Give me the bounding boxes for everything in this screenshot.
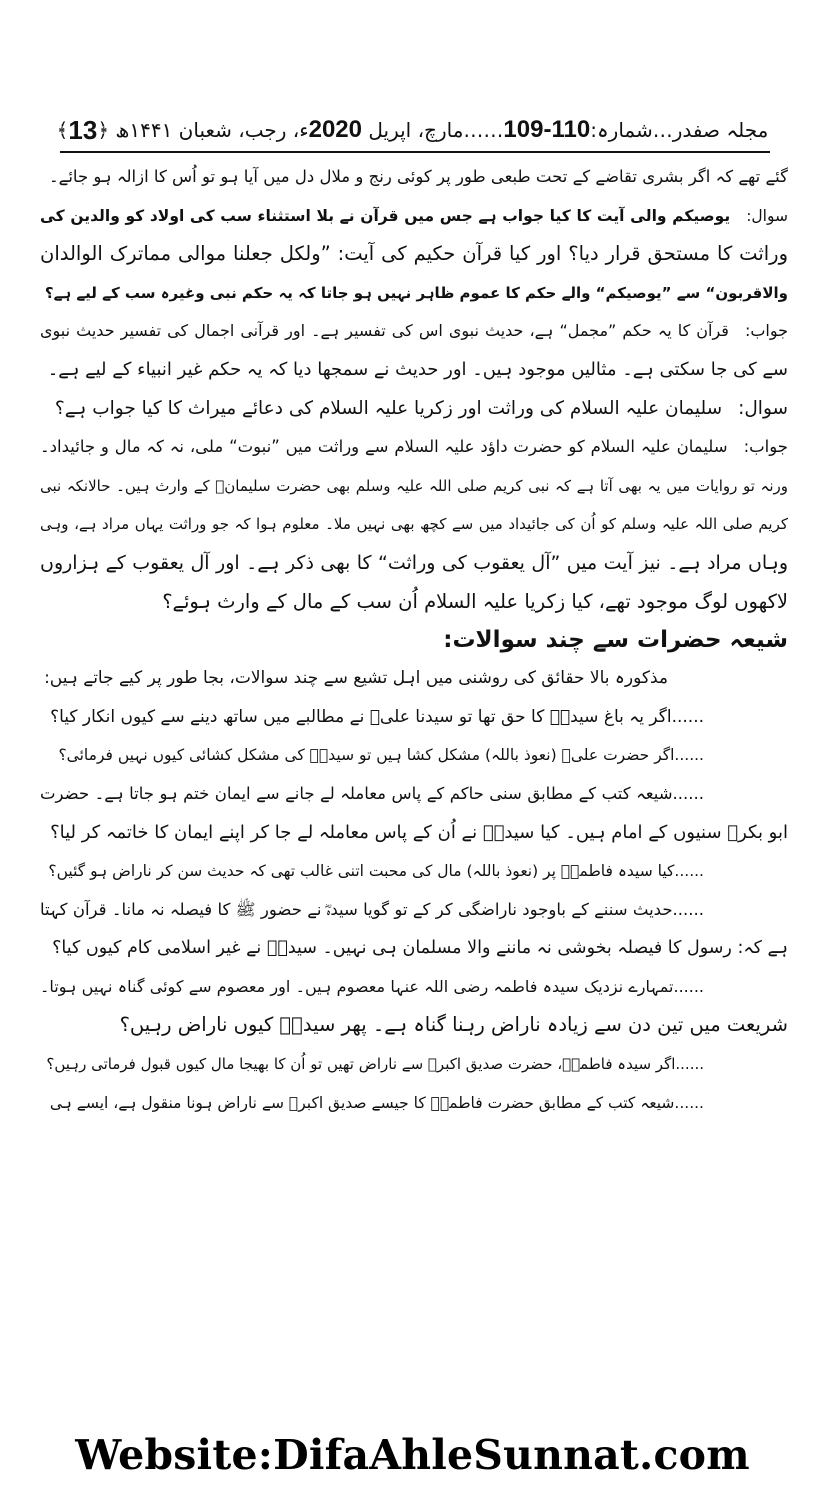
answer-2-line-5: لاکھوں لوگ موجود تھے، کیا زکریا علیہ السلام اُن سب کے مال کے وارث ہوئے؟ bbox=[162, 589, 788, 613]
issue-number: 109-110 bbox=[503, 116, 591, 143]
issue-label: شمارہ bbox=[596, 118, 653, 142]
point-6-line-2: شریعت میں تین دن سے زیادہ ناراض رہنا گناہ ہے۔ پھر سیدہؓ کیوں ناراض رہیں؟ bbox=[119, 1013, 788, 1037]
website-footer: Website:DifaAhleSunnat.com bbox=[75, 1431, 750, 1479]
answer-2-line-3: کریم صلی اللہ علیہ وسلم کو اُن کی جائیداد میں سے کچھ بھی نہیں ملا۔ معلوم ہوا کہ جو وراثت یہاں مراد ہے، وہی bbox=[40, 515, 788, 534]
point-8: ......شیعہ کتب کے مطابق حضرت فاطمہؓ کا جیسے صدیق اکبرؓ سے ناراض ہونا منقول ہے، ایسے ہی bbox=[49, 1093, 704, 1112]
point-6-line-1: ......تمہارے نزدیک سیدہ فاطمہ رضی اللہ عنہا معصوم ہیں۔ اور معصوم سے کوئی گناہ نہیں ہوتا۔ bbox=[40, 976, 704, 996]
paragraph-intro: گئے تھے کہ اگر بشری تقاضے کے تحت طبعی طور پر کوئی رنج و ملال دل میں آیا ہو تو اُس کا ازالہ ہو جائے۔ bbox=[49, 167, 788, 186]
answer-2-line-1: جواب:سلیمان علیہ السلام کو حضرت داؤد علیہ السلام سے وراثت میں ”نبوت“ ملی، نہ کہ مال و جائیداد۔ bbox=[40, 437, 788, 457]
article-body bbox=[40, 158, 788, 1122]
question-label: سوال: bbox=[746, 206, 788, 225]
section-title: شیعہ حضرات سے چند سوالات: bbox=[443, 627, 788, 654]
point-4: ......کیا سیدہ فاطمہؓ پر (نعوذ باللہ) مال کی محبت اتنی غالب تھی کہ حدیث سن کر ناراض ہو گئیں؟ bbox=[48, 862, 704, 881]
point-3-line-2: ابو بکرؓ سنیوں کے امام ہیں۔ کیا سیدہؓ نے اُن کے پاس معاملہ لے جا کر اپنے ایمان کا خاتمہ کر لیا؟ bbox=[50, 821, 788, 843]
point-2: ......اگر حضرت علیؓ (نعوذ باللہ) مشکل کشا ہیں تو سیدہؓ کی مشکل کشائی کیوں نہیں فرمائی؟ bbox=[58, 746, 704, 765]
months: مارچ، اپریل bbox=[368, 118, 464, 142]
point-5-line-2: ہے کہ: رسول کا فیصلہ بخوشی نہ ماننے والا مسلمان ہی نہیں۔ سیدہؓ نے غیر اسلامی کام کیوں کیا؟ bbox=[52, 938, 788, 959]
point-5-line-1: ......حدیث سننے کے باوجود ناراضگی کر کے تو گویا سیدہؓ نے حضور ﷺ کا فیصلہ نہ مانا۔ قرآن کہتا bbox=[40, 899, 704, 919]
question-1-line-3: والاقربون“ سے ”یوصیکم“ والے حکم کا عموم ظاہر نہیں ہو جاتا کہ یہ حکم نبی وغیرہ سب کے لیے ہے؟ bbox=[44, 283, 788, 302]
header-rule bbox=[60, 151, 770, 153]
page-number: 13 bbox=[68, 114, 98, 145]
question-1-line-1: سوال:یوصیکم والی آیت کا کیا جواب ہے جس میں قرآن نے بلا استثناء سب کی اولاد کو والدین کی bbox=[40, 206, 788, 225]
answer-2-line-4: وہاں مراد ہے۔ نیز آیت میں ”آل یعقوب کی وراثت“ کا بھی ذکر ہے۔ اور آل یعقوب کے ہزاروں bbox=[40, 551, 788, 574]
year: 2020 bbox=[308, 116, 362, 143]
question-1-line-2: وراثت کا مستحق قرار دیا؟ اور کیا قرآن حکیم کی آیت: ”ولکل جعلنا موالی مماترک الوالدان bbox=[40, 242, 788, 266]
hijri-date: رجب، شعبان ۱۴۴۱ھ bbox=[115, 118, 287, 142]
answer-label: جواب: bbox=[744, 321, 788, 341]
answer-1-line-2: سے کی جا سکتی ہے۔ مثالیں موجود ہیں۔ اور حدیث نے سمجھا دیا کہ یہ حکم غیر انبیاء کے لیے ہے۔ bbox=[47, 358, 788, 380]
answer-1-line-1: جواب:قرآن کا یہ حکم ”مجمل“ ہے، حدیث نبوی اس کی تفسیر ہے۔ اور قرآنی اجمال کی تفسیر حدیث نبوی bbox=[40, 321, 788, 341]
point-7: ......اگر سیدہ فاطمہؓ، حضرت صدیق اکبرؓ سے ناراض تھیں تو اُن کا بھیجا مال کیوں قبول فرماتی رہیں؟ bbox=[46, 1055, 704, 1074]
answer-2-line-2: ورنہ تو روایات میں یہ بھی آتا ہے کہ نبی کریم صلی اللہ علیہ وسلم بھی حضرت سلیمانؑ کے وارث ہیں۔ حالانکہ نبی bbox=[40, 476, 788, 495]
answer-label: جواب: bbox=[743, 437, 788, 457]
page-header: مجلہ صفدر … شمارہ : 109-110 …… مارچ، اپریل 2020 ء، رجب، شعبان ۱۴۴۱ھ ﴿ 13 ﴾ bbox=[56, 114, 769, 145]
question-2-line-1: سوال:سلیمان علیہ السلام کی وراثت اور زکریا علیہ السلام کی دعائے میراث کا کیا جواب ہے؟ bbox=[54, 397, 788, 419]
point-3-line-1: ......شیعہ کتب کے مطابق سنی حاکم کے پاس معاملہ لے جانے سے ایمان ختم ہو جاتا ہے۔ حضرت bbox=[40, 783, 704, 803]
section-intro: مذکورہ بالا حقائق کی روشنی میں اہل تشیع سے چند سوالات، بجا طور پر کیے جاتے ہیں: bbox=[44, 668, 668, 689]
point-1: ......اگر یہ باغ سیدہؓ کا حق تھا تو سیدنا علیؓ نے مطالبے میں ساتھ دینے سے کیوں انکار کیا؟ bbox=[50, 706, 704, 727]
magazine-name: مجلہ صفدر bbox=[672, 118, 769, 142]
question-label: سوال: bbox=[738, 397, 788, 419]
